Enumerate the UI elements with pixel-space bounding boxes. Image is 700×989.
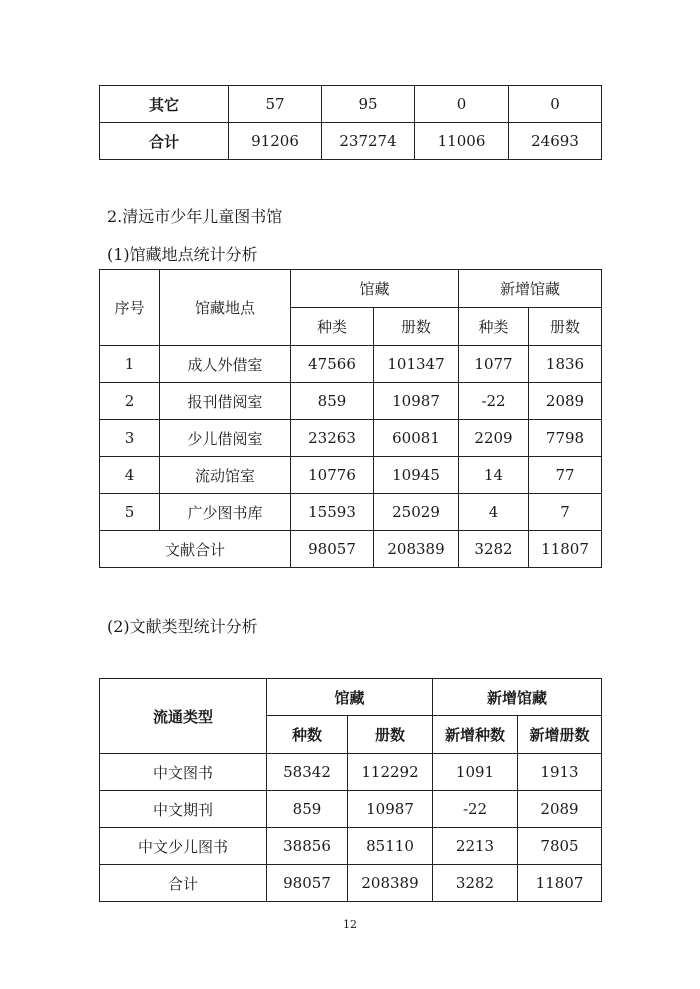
cell: 1077 <box>459 346 529 383</box>
cell: 3282 <box>433 865 518 902</box>
header-new-volumes: 新增册数 <box>518 716 602 754</box>
cell: 91206 <box>229 123 322 160</box>
cell: 77 <box>529 457 602 494</box>
section-title: 2.清远市少年儿童图书馆 <box>107 207 283 226</box>
header-new-kind: 种类 <box>459 308 529 346</box>
table-row <box>100 754 602 791</box>
cell: 11807 <box>518 865 602 902</box>
cell: 10776 <box>291 457 374 494</box>
cell: 2089 <box>529 383 602 420</box>
cell: 58342 <box>267 754 348 791</box>
cell: 11807 <box>529 531 602 568</box>
cell: 23263 <box>291 420 374 457</box>
total-label: 文献合计 <box>100 531 291 568</box>
cell: 7805 <box>518 828 602 865</box>
cell: 7798 <box>529 420 602 457</box>
cell: 859 <box>291 383 374 420</box>
cell: 2089 <box>518 791 602 828</box>
cell: 2209 <box>459 420 529 457</box>
row-label-other: 其它 <box>100 86 229 123</box>
table-row <box>100 494 602 531</box>
cell: 11006 <box>415 123 509 160</box>
header-volumes: 册数 <box>374 308 459 346</box>
header-collection: 馆藏 <box>267 679 433 716</box>
table-row <box>100 791 602 828</box>
cell: 3282 <box>459 531 529 568</box>
cell: 1 <box>100 346 160 383</box>
cell: 2 <box>100 383 160 420</box>
total-row <box>100 865 602 902</box>
cell: 1836 <box>529 346 602 383</box>
cell: 中文图书 <box>100 754 267 791</box>
header-new-collection: 新增馆藏 <box>433 679 602 716</box>
table-row <box>100 457 602 494</box>
cell: 57 <box>229 86 322 123</box>
cell: 5 <box>100 494 160 531</box>
cell: 报刊借阅室 <box>160 383 291 420</box>
cell: 112292 <box>348 754 433 791</box>
cell: 成人外借室 <box>160 346 291 383</box>
cell: 中文期刊 <box>100 791 267 828</box>
cell: 14 <box>459 457 529 494</box>
cell: 0 <box>509 86 602 123</box>
table-row <box>100 420 602 457</box>
cell: 流动馆室 <box>160 457 291 494</box>
cell: 1091 <box>433 754 518 791</box>
subsection-title-type: (2)文献类型统计分析 <box>107 617 258 636</box>
header-seq: 序号 <box>100 270 160 346</box>
cell: -22 <box>459 383 529 420</box>
cell: 1913 <box>518 754 602 791</box>
cell: 10987 <box>374 383 459 420</box>
cell: 0 <box>415 86 509 123</box>
table-row <box>100 346 602 383</box>
cell: 47566 <box>291 346 374 383</box>
cell: 95 <box>322 86 415 123</box>
cell: 208389 <box>374 531 459 568</box>
table-row <box>100 86 602 123</box>
cell: 208389 <box>348 865 433 902</box>
cell: 98057 <box>291 531 374 568</box>
header-new-volumes: 册数 <box>529 308 602 346</box>
cell: 10987 <box>348 791 433 828</box>
cell: 98057 <box>267 865 348 902</box>
cell: 24693 <box>509 123 602 160</box>
cell: 60081 <box>374 420 459 457</box>
cell: 广少图书库 <box>160 494 291 531</box>
total-row <box>100 531 602 568</box>
header-type: 流通类型 <box>100 679 267 754</box>
cell: 859 <box>267 791 348 828</box>
cell: 3 <box>100 420 160 457</box>
subsection-title-location: (1)馆藏地点统计分析 <box>107 245 258 264</box>
cell: 7 <box>529 494 602 531</box>
header-row <box>100 270 602 308</box>
type-table <box>99 678 602 902</box>
cell: -22 <box>433 791 518 828</box>
cell: 2213 <box>433 828 518 865</box>
cell: 25029 <box>374 494 459 531</box>
header-kinds: 种数 <box>267 716 348 754</box>
cell: 38856 <box>267 828 348 865</box>
cell: 4 <box>100 457 160 494</box>
cell: 15593 <box>291 494 374 531</box>
total-label: 合计 <box>100 865 267 902</box>
header-volumes: 册数 <box>348 716 433 754</box>
top-table <box>99 85 602 160</box>
cell: 10945 <box>374 457 459 494</box>
header-row <box>100 679 602 716</box>
header-new-kinds: 新增种数 <box>433 716 518 754</box>
header-new-collection: 新增馆藏 <box>459 270 602 308</box>
table-row <box>100 828 602 865</box>
header-location: 馆藏地点 <box>160 270 291 346</box>
cell: 少儿借阅室 <box>160 420 291 457</box>
header-kind: 种类 <box>291 308 374 346</box>
cell: 4 <box>459 494 529 531</box>
cell: 中文少儿图书 <box>100 828 267 865</box>
table-row <box>100 383 602 420</box>
cell: 101347 <box>374 346 459 383</box>
cell: 85110 <box>348 828 433 865</box>
page-number: 12 <box>343 918 357 931</box>
row-label-total: 合计 <box>100 123 229 160</box>
table-row <box>100 123 602 160</box>
location-table <box>99 269 602 568</box>
cell: 237274 <box>322 123 415 160</box>
header-collection: 馆藏 <box>291 270 459 308</box>
